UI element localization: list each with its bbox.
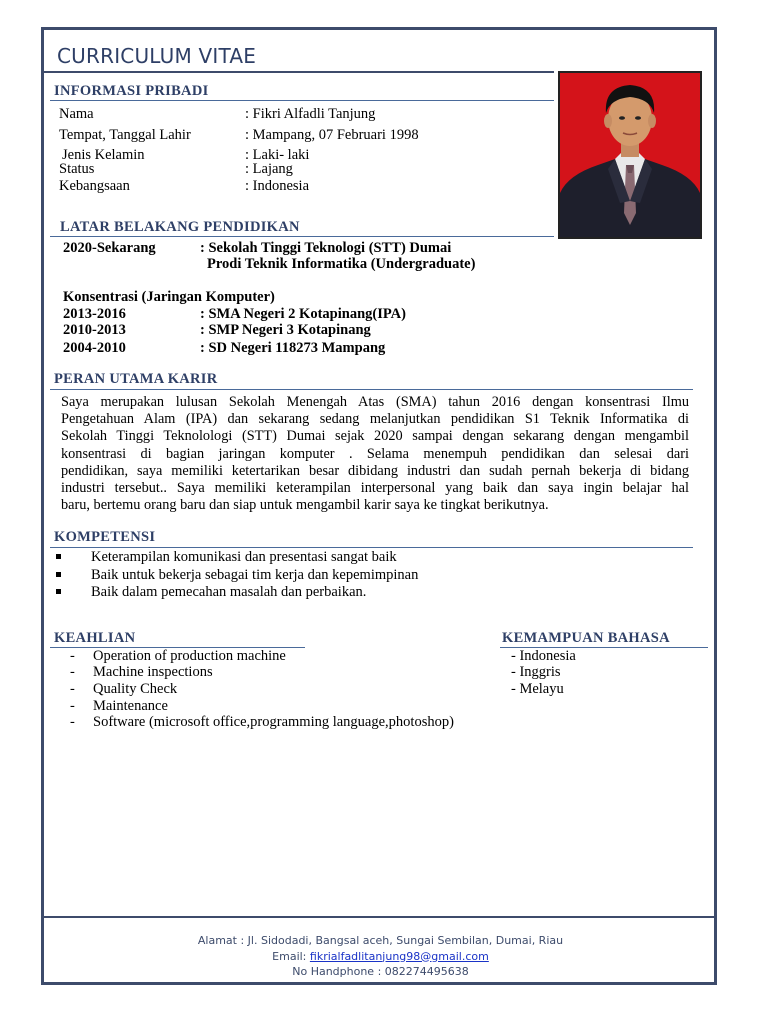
career-line: konsentrasi di bagian jaringan komputer . Selama menempuh pendidikan dan selesai dari xyxy=(61,445,689,462)
education-period: 2004-2010 xyxy=(63,340,126,356)
skills-item: Machine inspections xyxy=(93,664,213,680)
skills-dash: - xyxy=(70,714,75,730)
skills-dash: - xyxy=(70,681,75,697)
personal-divider xyxy=(50,100,554,101)
skills-dash: - xyxy=(70,698,75,714)
footer-divider xyxy=(44,916,717,918)
career-summary xyxy=(61,394,689,514)
footer xyxy=(44,933,717,980)
footer-phone: No Handphone : 082274495638 xyxy=(292,965,469,978)
language-item: - Inggris xyxy=(511,664,561,680)
education-concentration: Konsentrasi (Jaringan Komputer) xyxy=(63,289,275,305)
career-heading: PERAN UTAMA KARIR xyxy=(54,371,218,387)
skills-item: Operation of production machine xyxy=(93,648,286,664)
education-school: : SMP Negeri 3 Kotapinang xyxy=(200,322,371,338)
skills-heading: KEAHLIAN xyxy=(54,630,136,646)
education-period: 2013-2016 xyxy=(63,306,126,322)
personal-label-nationality: Kebangsaan xyxy=(59,178,130,194)
career-line: pendidikan, saya memiliki ketertarikan besar dibidang industri dan sudah pernah bekerja di bidang xyxy=(61,462,689,479)
education-divider xyxy=(50,236,554,237)
bullet-square-icon xyxy=(56,589,61,594)
page-title: CURRICULUM VITAE xyxy=(57,44,257,68)
personal-value-gender: : Laki- laki xyxy=(245,147,310,163)
competence-item: Keterampilan komunikasi dan presentasi sangat baik xyxy=(91,549,397,565)
language-item: - Melayu xyxy=(511,681,564,697)
bullet-square-icon xyxy=(56,554,61,559)
career-divider xyxy=(50,389,693,390)
education-school: : SD Negeri 118273 Mampang xyxy=(200,340,386,356)
personal-label-birth: Tempat, Tanggal Lahir xyxy=(59,127,191,143)
education-current-program: Prodi Teknik Informatika (Undergraduate) xyxy=(207,256,476,272)
languages-heading: KEMAMPUAN BAHASA xyxy=(502,630,670,646)
personal-value-name: : Fikri Alfadli Tanjung xyxy=(245,106,376,122)
career-line: industri tersebut.. Saya memiliki keterampilan interpersonal yang baik dan saya ingin belajar hal xyxy=(61,480,689,497)
skills-dash: - xyxy=(70,648,75,664)
career-line: Saya merupakan lulusan Sekolah Menengah Atas (SMA) tahun 2016 dengan konsentrasi Ilmu xyxy=(61,394,689,410)
email-link[interactable]: fikrialfadlitanjung98@gmail.com xyxy=(309,949,489,963)
education-current-period: 2020-Sekarang xyxy=(63,240,156,256)
education-heading: LATAR BELAKANG PENDIDIKAN xyxy=(60,219,300,235)
personal-value-status: : Lajang xyxy=(245,161,293,177)
skills-item: Quality Check xyxy=(93,681,178,697)
personal-value-nationality: : Indonesia xyxy=(245,178,310,194)
footer-email-label: Email: xyxy=(272,949,310,963)
competence-divider xyxy=(50,547,693,548)
skills-item: Software (microsoft office,programming language,photoshop) xyxy=(93,714,454,730)
personal-label-name: Nama xyxy=(59,106,94,122)
competence-item: Baik untuk bekerja sebagai tim kerja dan kepemimpinan xyxy=(91,567,419,583)
language-item: - Indonesia xyxy=(511,648,576,664)
profile-photo xyxy=(558,71,702,239)
personal-heading: INFORMASI PRIBADI xyxy=(54,83,209,99)
skills-item: Maintenance xyxy=(93,698,168,714)
career-line: Sekolah Tinggi Teknolologi (STT) Dumai sejak 2020 sampai dengan sekarang dengan mengambil xyxy=(61,428,689,445)
person-portrait-icon xyxy=(560,73,700,237)
footer-address: Alamat : Jl. Sidodadi, Bangsal aceh, Sungai Sembilan, Dumai, Riau xyxy=(197,934,564,947)
education-school: : SMA Negeri 2 Kotapinang(IPA) xyxy=(200,306,406,322)
personal-value-birth: : Mampang, 07 Februari 1998 xyxy=(245,127,419,143)
education-period: 2010-2013 xyxy=(63,322,126,338)
competence-heading: KOMPETENSI xyxy=(54,529,156,545)
bullet-square-icon xyxy=(56,572,61,577)
title-divider xyxy=(44,71,554,73)
skills-dash: - xyxy=(70,664,75,680)
personal-label-gender: Jenis Kelamin xyxy=(62,147,145,163)
footer-email-line xyxy=(44,949,717,965)
competence-item: Baik dalam pemecahan masalah dan perbaikan. xyxy=(91,584,367,600)
career-line: baru, bertemu orang baru dan siap untuk mengambil karir saya ke tingkat berikutnya. xyxy=(61,497,549,514)
career-line: Pengetahuan Alam (IPA) dan sekarang sedang melanjutkan pendidikan S1 Teknik Informatika di xyxy=(61,411,689,428)
personal-label-status: Status xyxy=(59,161,95,177)
education-current-school: : Sekolah Tinggi Teknologi (STT) Dumai xyxy=(200,240,452,256)
